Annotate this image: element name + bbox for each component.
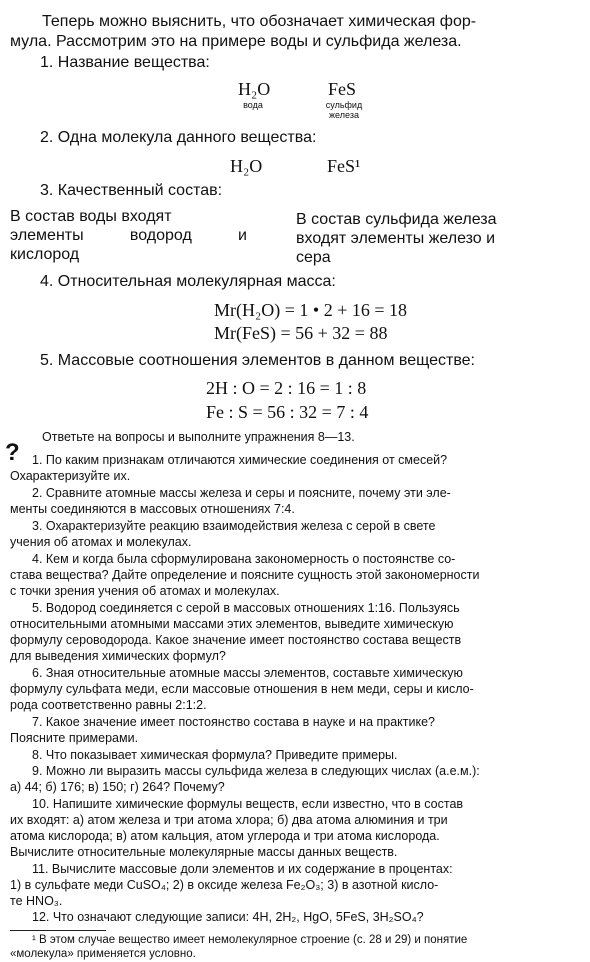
water-molecule: H₂O <box>230 156 263 176</box>
question-line: а) 44; б) 176; в) 150; г) 264? Почему? <box>10 780 225 794</box>
question-line: 12. Что означают следующие записи: 4H, 2H₂, HgO, 5FeS, 3H₂SO₄? <box>32 910 424 924</box>
question-line: относительными атомными массами этих элементов, выведите химическую <box>10 617 454 631</box>
question-line: для выведения химических формул? <box>10 649 226 663</box>
question-line: атома кислорода; в) атом кальция, атом углерода и три атома кислорода. <box>10 829 440 843</box>
question-line: Вычислите относительные молекулярные массы данных веществ. <box>10 845 398 859</box>
fes-name-2: железа <box>329 110 359 120</box>
question-line: 5. Водород соединяется с серой в массовых отношениях 1:16. Пользуясь <box>32 601 460 615</box>
water-name: вода <box>243 100 263 110</box>
question-line: с точки зрения учения об атомах и молекулах. <box>10 584 280 598</box>
question-line: 10. Напишите химические формулы веществ, если известно, что в состав <box>32 797 464 811</box>
mass-ratio-water: 2H : O = 2 : 16 = 1 : 8 <box>206 378 367 398</box>
question-line: става вещества? Дайте определение и поясните сущность этой закономерности <box>10 568 480 582</box>
section-5-heading: 5. Массовые соотношения элементов в данном веществе: <box>40 352 475 369</box>
section-4-heading: 4. Относительная молекулярная масса: <box>40 273 336 290</box>
question-line: 4. Кем и когда была сформулирована закономерность о постоянстве со- <box>32 552 456 566</box>
fes-formula: FeS <box>328 79 357 99</box>
water-composition-1: В состав воды входят <box>10 208 172 225</box>
mr-water: Mr(H₂O) = 1 • 2 + 16 = 18 <box>214 300 408 320</box>
question-line: 3. Охарактеризуйте реакцию взаимодействия железа с серой в свете <box>32 519 436 533</box>
fes-composition-3: сера <box>296 249 331 266</box>
section-3-heading: 3. Качественный состав: <box>40 182 223 199</box>
water-formula: H₂O <box>238 79 271 99</box>
question-line: формулу сероводорода. Какое значение имеет постоянство состава веществ <box>10 633 462 647</box>
question-line: Охарактеризуйте их. <box>10 469 131 483</box>
fes-name-1: сульфид <box>325 100 363 110</box>
question-line: учения об атомах и молекулах. <box>10 535 192 549</box>
section-2-heading: 2. Одна молекула данного вещества: <box>40 129 317 146</box>
section-1-heading: 1. Название вещества: <box>40 54 210 71</box>
question-line: формулу сульфата меди, если массовые отношения в нем меди, серы и кисло- <box>10 682 474 696</box>
fes-molecule: FeS¹ <box>327 156 361 176</box>
fes-composition-2: входят элементы железо и <box>296 230 496 247</box>
question-line: 1) в сульфате меди CuSO₄; 2) в оксиде железа Fe₂O₃; 3) в азотной кисло- <box>10 878 439 892</box>
footnote-line-1: ¹ В этом случае вещество имеет немолекулярное строение (с. 28 и 29) и понятие <box>32 934 468 946</box>
fes-composition-1: В состав сульфида железа <box>296 211 497 228</box>
exercise-prompt: Ответьте на вопросы и выполните упражнения 8—13. <box>42 430 355 444</box>
water-composition-3: кислород <box>10 246 80 263</box>
question-line: 7. Какое значение имеет постоянство состава в науке и на практике? <box>32 715 435 729</box>
question-line: 6. Зная относительные атомные массы элементов, составьте химическую <box>32 666 463 680</box>
question-line: 8. Что показывает химическая формула? Приведите примеры. <box>32 748 398 762</box>
question-line: рода соответственно равны 2:1:2. <box>10 698 207 712</box>
question-line: те HNO₃. <box>10 894 63 908</box>
question-line: менты соединяются в массовых отношениях 7:4. <box>10 502 295 516</box>
question-line: 11. Вычислите массовые доли элементов и их содержание в процентах: <box>32 862 453 876</box>
question-line: их входят: а) атом железа и три атома хлора; б) два атома алюминия и три <box>10 813 448 827</box>
footnote-divider <box>10 930 106 931</box>
intro-line-2: мула. Рассмотрим это на примере воды и сульфида железа. <box>10 33 462 50</box>
mr-fes: Mr(FeS) = 56 + 32 = 88 <box>214 323 388 343</box>
water-composition-2: элементы водород и <box>10 227 247 244</box>
question-line: 2. Сравните атомные массы железа и серы и поясните, почему эти эле- <box>32 486 451 500</box>
question-line: 1. По каким признакам отличаются химические соединения от смесей? <box>32 453 448 467</box>
footnote-line-2: «молекула» применяется условно. <box>10 948 196 960</box>
mass-ratio-fes: Fe : S = 56 : 32 = 7 : 4 <box>206 402 369 422</box>
question-line: 9. Можно ли выразить массы сульфида железа в следующих числах (а.е.м.): <box>32 764 480 778</box>
question-mark-icon: ? <box>5 439 20 466</box>
question-line: Поясните примерами. <box>10 731 139 745</box>
intro-line-1: Теперь можно выяснить, что обозначает химическая фор- <box>42 13 477 30</box>
